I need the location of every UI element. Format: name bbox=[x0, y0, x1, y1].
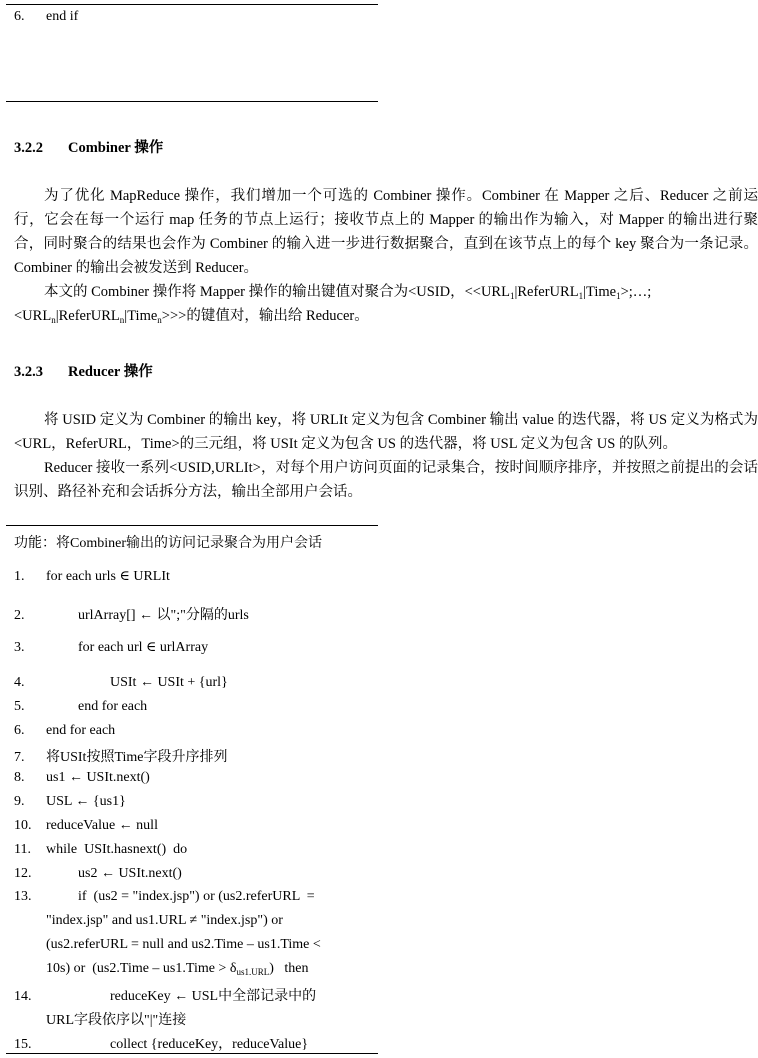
algo-line-continuation: 10s) or (us2.Time – us1.Time > $\delta_{us1.URL}$) then bbox=[46, 961, 309, 977]
algo-line: 7. 将USIt按照Time字段升序排列 bbox=[14, 750, 228, 765]
algo-line: 1. for each urls ∈ URLIt bbox=[14, 569, 170, 584]
algorithm-caption: 功能：将Combiner输出的访问记录聚合为用户会话 bbox=[14, 536, 322, 551]
line-text: end if bbox=[46, 9, 79, 24]
section-3-2-2-body bbox=[14, 184, 758, 328]
algo-bottom-rule bbox=[6, 1053, 378, 1054]
algo-line: 2. urlArray[] ← 以";"分隔的urls bbox=[14, 608, 249, 623]
prev-algo-last-line bbox=[14, 9, 78, 25]
algo-line: 13. if (us2 = "index.jsp") or (us2.referURL = bbox=[14, 889, 315, 904]
section-title: Reducer 操作 bbox=[68, 364, 153, 380]
algo-line: 12. us2 ← USIt.next() bbox=[14, 866, 182, 881]
section-title: Combiner 操作 bbox=[68, 140, 164, 156]
algo-line: 11. while USIt.hasnext() do bbox=[14, 842, 188, 857]
algo-line-continuation: (us2.referURL = null and us2.Time – us1.Time < bbox=[46, 937, 321, 952]
algo-line: 8. us1 ← USIt.next() bbox=[14, 770, 150, 785]
section-number: 3.2.3 bbox=[14, 364, 43, 380]
section-number: 3.2.2 bbox=[14, 140, 43, 156]
top-rule bbox=[6, 4, 378, 5]
algo-line: 4. USIt ← USIt + {url} bbox=[14, 675, 228, 690]
algo-line: 10. reduceValue ← null bbox=[14, 818, 158, 833]
algo-top-rule bbox=[6, 525, 378, 526]
paragraph: 本文的 Combiner 操作将 Mapper 操作的输出键值对聚合为<USID，$<<URL_1|ReferURL_1|Time_1>;\dots$; $<URL_n|ReferURL_n|Time_n>>>$的键值对，输出给 Reducer。 bbox=[14, 284, 652, 325]
paragraph: 为了优化 MapReduce 操作，我们增加一个可选的 Combiner 操作。Combiner 在 Mapper 之后、Reducer 之前运行，它会在每一个运行 map 任务的节点上运行；接收节点上的 Mapper 的输出作为输入，对 Mapper 的输出进行聚合，同时聚合的结果也会作为 Combiner 的输入进一步进行数据聚合，直到在该节点上的每个 key 聚合为一条记录。Combiner 的输出会被发送到 Reducer。 bbox=[14, 188, 758, 276]
algo-line-continuation: URL字段依序以"|"连接 bbox=[46, 1013, 187, 1028]
section-heading-3-2-3 bbox=[14, 360, 153, 381]
section-heading-3-2-2 bbox=[14, 136, 163, 157]
section-3-2-3-body bbox=[14, 408, 758, 504]
algo-line: 9. USL ← {us1} bbox=[14, 794, 126, 809]
algo-line: 15. collect {reduceKey，reduceValue} bbox=[14, 1037, 309, 1052]
paragraph: Reducer 接收一系列<USID,URLIt>，对每个用户访问页面的记录集合，按时间顺序排序，并按照之前提出的会话识别、路径补充和会话拆分方法，输出全部用户会话。 bbox=[14, 460, 758, 500]
algo-line: 6. end for each bbox=[14, 723, 116, 738]
algo-line: 5. end for each bbox=[14, 699, 148, 714]
algo-line: 14. reduceKey ← USL中全部记录中的 bbox=[14, 989, 317, 1004]
algo-line-continuation: "index.jsp" and us1.URL ≠ "index.jsp") or bbox=[46, 913, 283, 928]
line-number: 6. bbox=[14, 9, 25, 24]
algo-line: 3. for each url ∈ urlArray bbox=[14, 640, 209, 655]
paragraph: 将 USID 定义为 Combiner 的输出 key，将 URLIt 定义为包含 Combiner 输出 value 的迭代器，将 US 定义为格式为<URL，ReferURL，Time>的三元组，将 USIt 定义为包含 US 的迭代器，将 USL 定义为包含 US 的队列。 bbox=[14, 412, 758, 452]
algo-end-rule bbox=[6, 101, 378, 102]
